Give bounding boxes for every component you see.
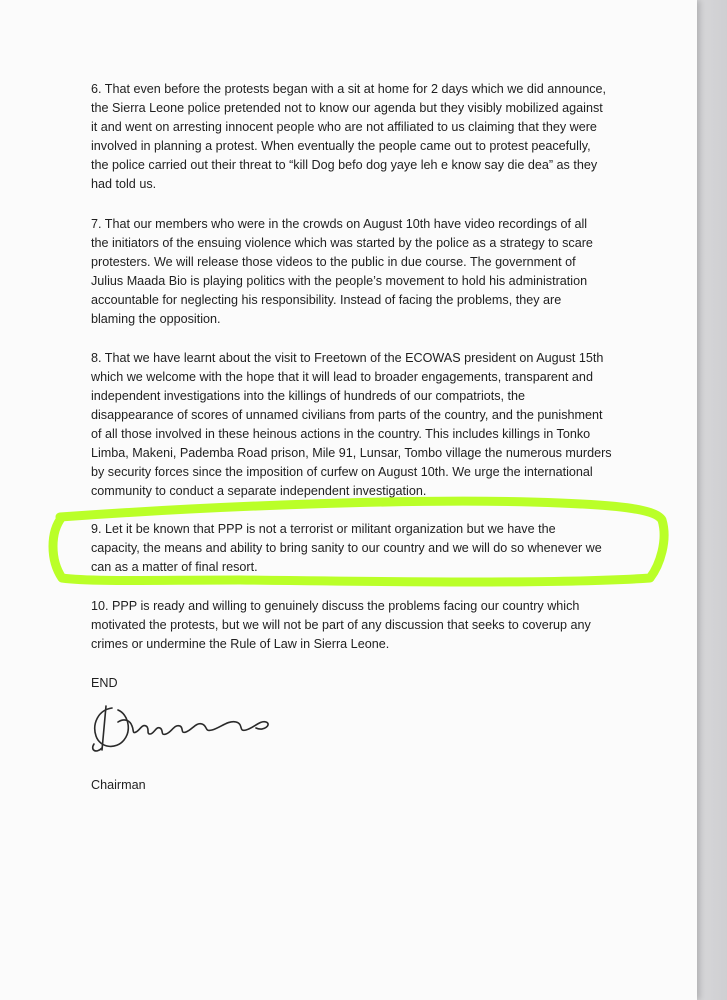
paragraph-8: 8. That we have learnt about the visit to Freetown of the ECOWAS president on August 15th which we welcome with the hope that it will lead to broader engagements, transparent and independent investigations into the killings of hundreds of our compatriots, the disappearance of scores of unnamed civilians from parts of the country, and the punishment of all those involved in these heinous actions in the country. This includes killings in Tonko Limba, Makeni, Pademba Road prison, Mile 91, Lunsar, Tombo village the numerous murders by security forces since the imposition of curfew on August 10th. We urge the international community to conduct a separate independent investigation. [91, 351, 612, 498]
handwritten-signature [88, 700, 288, 760]
end-label: END [91, 676, 118, 690]
signatory-title: Chairman [91, 778, 146, 792]
paragraph-7: 7. That our members who were in the crowds on August 10th have video recordings of all the initiators of the ensuing violence which was started by the police as a strategy to scare protesters. We will release those videos to the public in due course. The government of Julius Maada Bio is playing politics with the people’s movement to hold his administration accountable for neglecting his responsibility. Instead of facing the problems, they are blaming the opposition. [91, 217, 593, 326]
paragraph-10: 10. PPP is ready and willing to genuinely discuss the problems facing our country which motivated the protests, but we will not be part of any discussion that seeks to coverup any crimes or undermine the Rule of Law in Sierra Leone. [91, 599, 591, 651]
paragraph-6: 6. That even before the protests began with a sit at home for 2 days which we did announce, the Sierra Leone police pretended not to know our agenda but they visibly mobilized against it and went on arresting innocent people who are not affiliated to us claiming that they were involved in planning a protest. When eventually the people came out to protest peacefully, the police carried out their threat to “kill Dog befo dog yaye leh e know say die dea” as they had told us. [91, 82, 607, 191]
paragraph-9-highlighted: 9. Let it be known that PPP is not a terrorist or militant organization but we have the capacity, the means and ability to bring sanity to our country and we will do so whenever we can as a matter of final resort. [91, 522, 602, 574]
